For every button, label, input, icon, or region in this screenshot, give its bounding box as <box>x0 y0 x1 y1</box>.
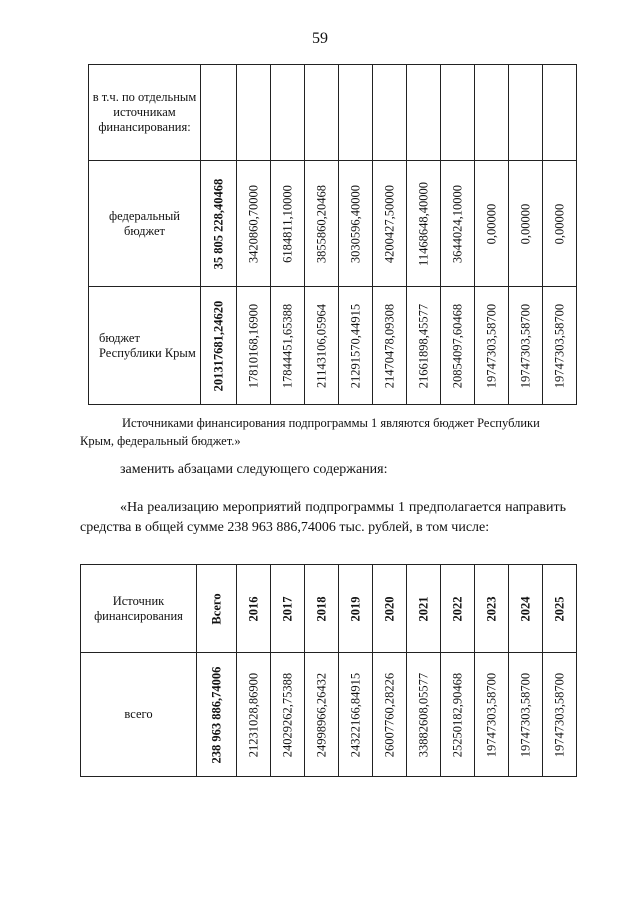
table-cell: 26007760,28226 <box>373 653 407 777</box>
column-header: 2020 <box>373 565 407 653</box>
table-cell: 3644024,10000 <box>441 161 475 287</box>
table-cell: 3855860,20468 <box>305 161 339 287</box>
table-cell: 0,00000 <box>543 161 577 287</box>
table-cell: 21470478,09308 <box>373 287 407 405</box>
table-cell: 3420860,70000 <box>237 161 271 287</box>
table-cell <box>509 65 543 161</box>
subprogram-funding-table <box>80 564 577 777</box>
table-cell: 24029262,75388 <box>271 653 305 777</box>
row-label: всего <box>81 653 197 777</box>
column-header: 2019 <box>339 565 373 653</box>
row-label: бюджет Республики Крым <box>89 287 201 405</box>
column-header: 2024 <box>509 565 543 653</box>
table-cell: 21143106,05964 <box>305 287 339 405</box>
table-cell: 3030596,40000 <box>339 161 373 287</box>
row-label: федеральный бюджет <box>89 161 201 287</box>
table-cell <box>475 65 509 161</box>
table-cell <box>271 65 305 161</box>
table-row <box>89 287 577 405</box>
table-cell: 21661898,45577 <box>407 287 441 405</box>
table-cell: 201317681,24620 <box>201 287 237 405</box>
table-cell: 19747303,58700 <box>543 653 577 777</box>
table-cell: 17810168,16900 <box>237 287 271 405</box>
table-cell: 19747303,58700 <box>543 287 577 405</box>
table-row <box>89 65 577 161</box>
table-cell <box>441 65 475 161</box>
table-cell: 19747303,58700 <box>475 287 509 405</box>
table-cell: 6184811,10000 <box>271 161 305 287</box>
column-header: 2017 <box>271 565 305 653</box>
table-row <box>89 161 577 287</box>
table-cell <box>373 65 407 161</box>
table-cell <box>407 65 441 161</box>
table-cell: 21291570,44915 <box>339 287 373 405</box>
row-label: в т.ч. по отдельным источникам финансирования: <box>89 65 201 161</box>
table-cell: 0,00000 <box>509 161 543 287</box>
table-cell: 17844451,65388 <box>271 287 305 405</box>
table-cell: 238 963 886,74006 <box>197 653 237 777</box>
table-cell: 21231028,86900 <box>237 653 271 777</box>
column-header: 2018 <box>305 565 339 653</box>
table-row <box>81 653 577 777</box>
table-cell: 4200427,50000 <box>373 161 407 287</box>
table-cell: 11468648,40000 <box>407 161 441 287</box>
replace-instruction: заменить абзацами следующего содержания: <box>120 462 388 477</box>
table-cell: 19747303,58700 <box>509 653 543 777</box>
column-header: Источник финансирования <box>81 565 197 653</box>
table-cell <box>201 65 237 161</box>
funding-sources-table <box>88 64 577 405</box>
table-cell: 20854097,60468 <box>441 287 475 405</box>
table-cell: 35 805 228,40468 <box>201 161 237 287</box>
column-header: 2021 <box>407 565 441 653</box>
page-number: 59 <box>312 30 328 47</box>
table-cell <box>339 65 373 161</box>
table-cell: 24322166,84915 <box>339 653 373 777</box>
table-cell: 19747303,58700 <box>509 287 543 405</box>
column-header: 2016 <box>237 565 271 653</box>
table-cell <box>305 65 339 161</box>
table-cell: 0,00000 <box>475 161 509 287</box>
table-cell <box>237 65 271 161</box>
table-header-row <box>81 565 577 653</box>
table-cell: 19747303,58700 <box>475 653 509 777</box>
table-cell: 33882608,05577 <box>407 653 441 777</box>
intro-paragraph: «На реализацию мероприятий подпрограммы 1 предполагается направить средства в общей сумме 238 963 886,74006 тыс. рублей, в том числе: <box>80 500 566 535</box>
sources-paragraph: Источниками финансирования подпрограммы 1 являются бюджет Республики Крым, федеральный бюджет.» <box>80 416 540 448</box>
column-header: Всего <box>197 565 237 653</box>
column-header: 2022 <box>441 565 475 653</box>
column-header: 2023 <box>475 565 509 653</box>
table-cell <box>543 65 577 161</box>
column-header: 2025 <box>543 565 577 653</box>
table-cell: 25250182,90468 <box>441 653 475 777</box>
table-cell: 24998966,26432 <box>305 653 339 777</box>
